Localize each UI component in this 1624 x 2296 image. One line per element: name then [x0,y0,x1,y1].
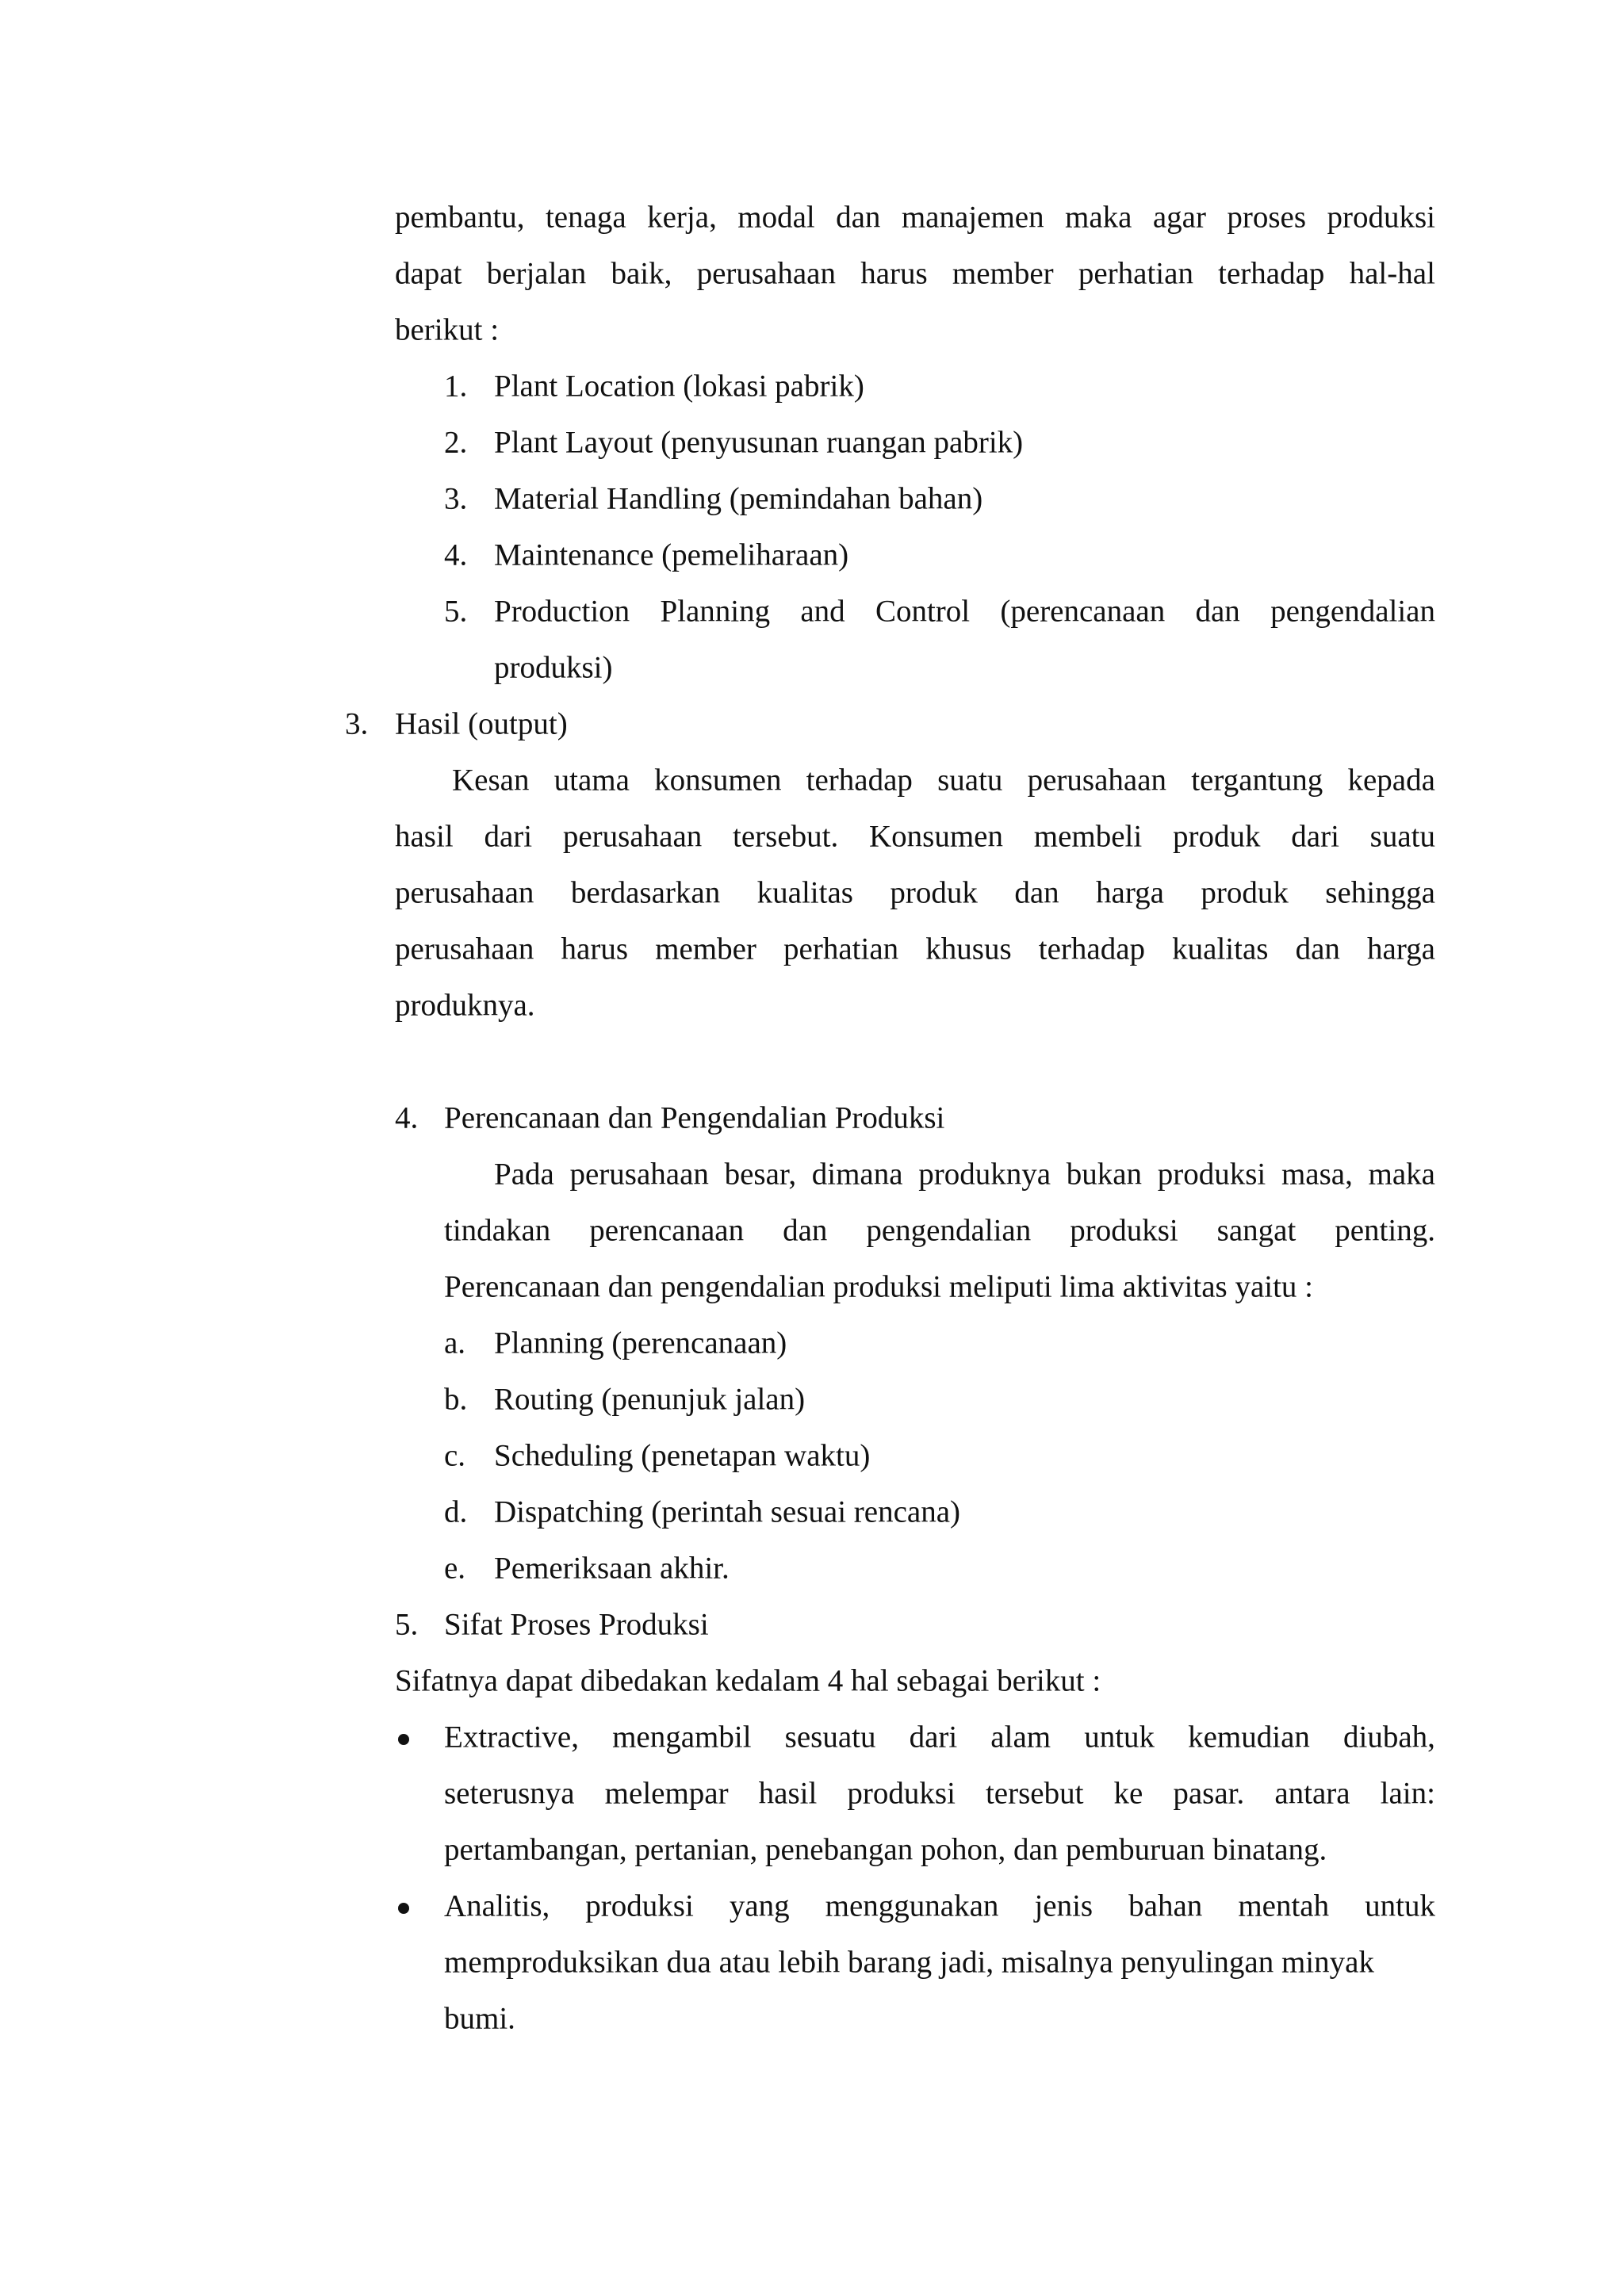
word: perusahaan [395,932,534,966]
list-item [494,595,1435,630]
section-number: 5. [395,1607,419,1642]
word: masa, [1281,1157,1353,1192]
paragraph-line [395,876,1435,912]
word: terhadap [1038,932,1146,966]
word: Pada [494,1157,554,1192]
list-number: 5. [444,594,468,629]
word: agar [1152,200,1206,235]
bullet-line [444,1777,1435,1812]
bullet-line [444,1889,1435,1925]
list-item: Plant Layout (penyusunan ruangan pabrik) [494,425,1024,460]
word: kualitas [756,875,853,910]
word: seterusnya [444,1776,575,1811]
word: produksi [1157,1157,1266,1192]
word: perusahaan [569,1157,709,1192]
section-intro: Sifatnya dapat dibedakan kedalam 4 hal sebagai berikut : [395,1663,1101,1698]
word: yang [729,1888,790,1923]
list-letter: b. [444,1382,468,1417]
section-number: 4. [395,1100,419,1135]
word: penting. [1335,1213,1435,1248]
word: kemudian [1188,1720,1310,1755]
word: dan [1195,594,1240,629]
word: berdasarkan [570,875,721,910]
paragraph-line [444,1214,1435,1249]
word: tersebut [985,1776,1084,1811]
word: hasil [758,1776,818,1811]
word: perusahaan [1027,763,1167,798]
list-item: Material Handling (pemindahan bahan) [494,481,983,516]
word: khusus [925,932,1012,966]
word: maka [1065,200,1132,235]
word: konsumen [654,763,782,798]
list-letter: a. [444,1326,466,1360]
word: menggunakan [825,1888,999,1923]
word: produknya [918,1157,1051,1192]
word: besar, [724,1157,797,1192]
word: alam [990,1720,1051,1755]
word: harga [1367,932,1435,966]
word: modal [737,200,815,235]
word: perusahaan [395,875,534,910]
word: dari [1291,819,1339,854]
bullet-icon [398,1903,409,1914]
word: dan [1014,875,1059,910]
intro-line-3: berikut : [395,312,500,347]
word: Konsumen [869,819,1003,854]
word: perhatian [783,932,899,966]
list-number: 1. [444,369,468,404]
word: kerja, [647,200,717,235]
word: sesuatu [784,1720,876,1755]
word: perusahaan [696,256,836,291]
word: produksi [1327,200,1435,235]
word: sangat [1216,1213,1297,1248]
list-letter: e. [444,1551,466,1586]
list-item: Plant Location (lokasi pabrik) [494,369,864,404]
list-item: Dispatching (perintah sesuai rencana) [494,1494,961,1529]
word: Analitis, [444,1888,550,1923]
word: hal-hal [1349,256,1435,291]
word: Control [875,594,971,629]
word: jenis [1034,1888,1094,1923]
word: hasil [395,819,454,854]
word: pasar. [1173,1776,1245,1811]
word: pengendalian [1270,594,1435,629]
word: dan [1295,932,1340,966]
list-item: Pemeriksaan akhir. [494,1551,730,1586]
bullet-line: pertambangan, pertanian, penebangan pohon, dan pemburuan binatang. [444,1832,1327,1867]
word: produk [890,875,978,910]
word: perusahaan [562,819,703,854]
word: untuk [1365,1888,1435,1923]
word: ke [1113,1776,1143,1811]
bullet-line: bumi. [444,2001,515,2036]
section-number: 3. [345,706,369,741]
list-number: 2. [444,425,468,460]
word: dari [909,1720,958,1755]
paragraph-line [494,1158,1435,1193]
word: baik, [611,256,672,291]
word: pengendalian [866,1213,1032,1248]
word: produk [1201,875,1289,910]
word: antara [1274,1776,1350,1811]
intro-line-2 [395,257,1435,293]
word: terhadap [806,763,913,798]
word: harga [1096,875,1164,910]
word: produksi [585,1888,694,1923]
word: (perencanaan [1000,594,1166,629]
list-item: Maintenance (pemeliharaan) [494,538,849,572]
word: dimana [811,1157,903,1192]
word: Kesan [452,763,530,798]
paragraph-line [452,763,1435,799]
word: berjalan [486,256,587,291]
word: maka [1368,1157,1435,1192]
word: harus [561,932,629,966]
list-item-continuation: produksi) [494,650,613,685]
section-heading: Hasil (output) [395,706,568,741]
word: mengambil [612,1720,752,1755]
list-number: 4. [444,538,468,572]
paragraph-line [395,932,1435,968]
paragraph-line [395,820,1435,855]
word: suatu [1369,819,1435,854]
word: perhatian [1078,256,1193,291]
list-letter: d. [444,1494,468,1529]
word: bahan [1128,1888,1203,1923]
word: terhadap [1218,256,1325,291]
list-item: Planning (perencanaan) [494,1326,787,1360]
bullet-line: memproduksikan dua atau lebih barang jadi, misalnya penyulingan minyak [444,1945,1374,1980]
word: suatu [937,763,1003,798]
word: and [800,594,845,629]
bullet-icon [398,1734,409,1745]
word: produksi [847,1776,956,1811]
bullet-line [444,1720,1435,1756]
list-letter: c. [444,1438,466,1473]
word: tersebut. [733,819,839,854]
word: mentah [1238,1888,1330,1923]
word: tenaga [545,200,626,235]
word: dan [783,1213,828,1248]
word: pembantu, [395,200,525,235]
list-item: Scheduling (penetapan waktu) [494,1438,871,1473]
section-heading: Perencanaan dan Pengendalian Produksi [444,1100,945,1135]
word: sehingga [1325,875,1435,910]
word: tergantung [1191,763,1323,798]
word: membeli [1033,819,1143,854]
word: Extractive, [444,1720,579,1755]
word: produk [1173,819,1261,854]
word: Production [494,594,630,629]
word: manajemen [901,200,1044,235]
list-item: Routing (penunjuk jalan) [494,1382,806,1417]
paragraph-line: Perencanaan dan pengendalian produksi meliputi lima aktivitas yaitu : [444,1269,1314,1304]
word: diubah, [1343,1720,1435,1755]
word: perencanaan [589,1213,745,1248]
word: dapat [395,256,462,291]
word: kepada [1347,763,1435,798]
word: harus [860,256,928,291]
word: dan [836,200,881,235]
word: kualitas [1172,932,1269,966]
word: untuk [1084,1720,1155,1755]
word: dari [484,819,533,854]
word: Planning [660,594,771,629]
word: lain: [1380,1776,1435,1811]
word: member [952,256,1054,291]
word: member [655,932,756,966]
paragraph-line: produknya. [395,988,535,1023]
section-heading: Sifat Proses Produksi [444,1607,709,1642]
word: melempar [604,1776,729,1811]
word: bukan [1066,1157,1143,1192]
word: tindakan [444,1213,551,1248]
word: utama [553,763,630,798]
word: produksi [1070,1213,1178,1248]
list-number: 3. [444,481,468,516]
intro-line-1 [395,201,1435,236]
word: proses [1227,200,1307,235]
